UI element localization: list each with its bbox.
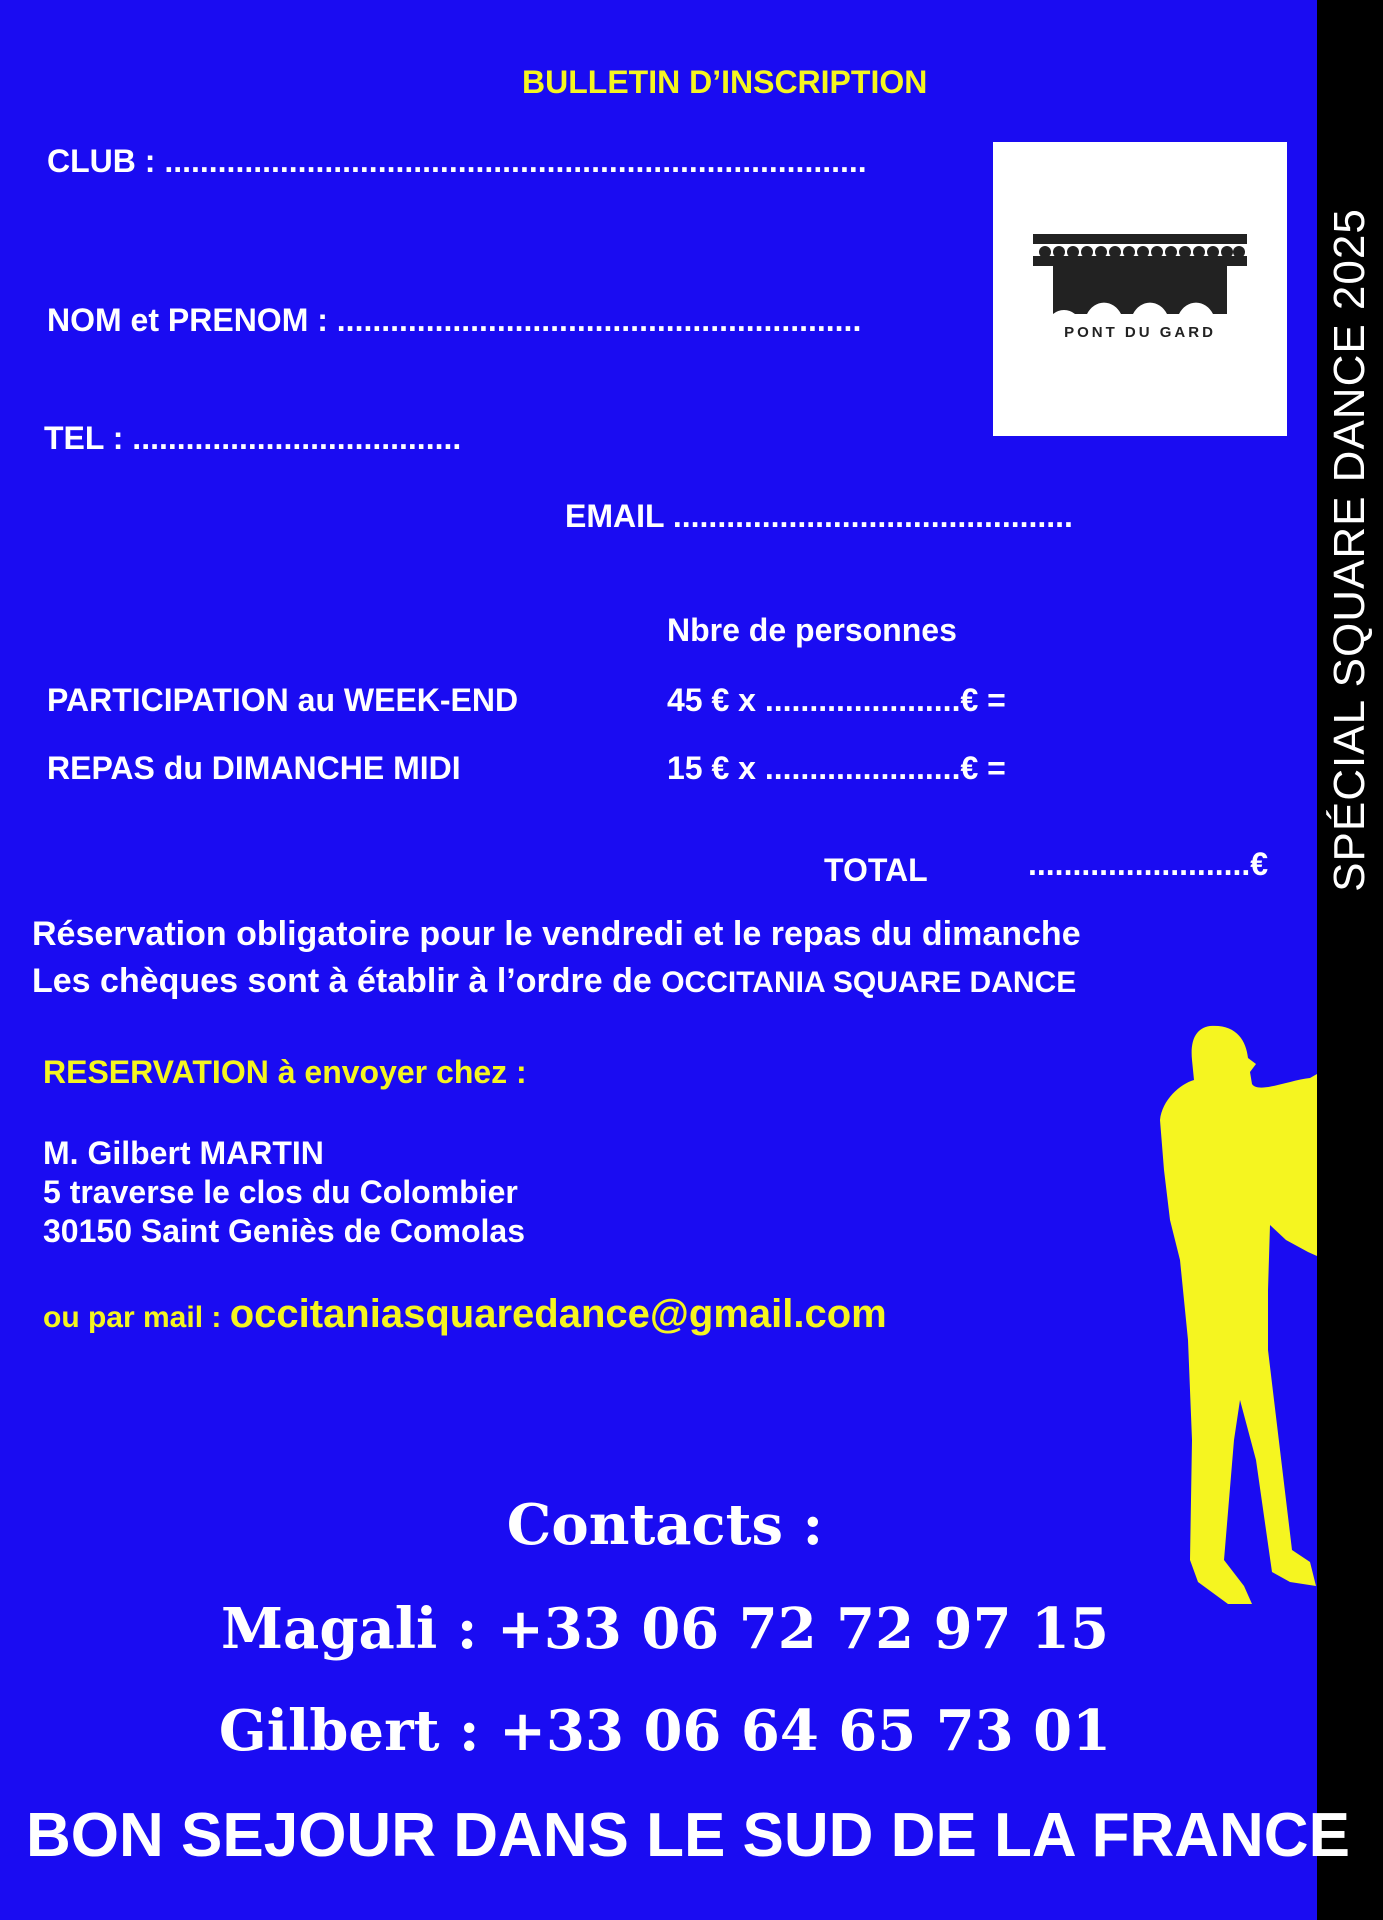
repas-price: 15 € x ......................€ = bbox=[667, 750, 1006, 786]
note-cheques-prefix: Les chèques sont à établir à l’ordre de bbox=[32, 962, 662, 1000]
nbre-header: Nbre de personnes bbox=[667, 612, 957, 648]
total-label: TOTAL bbox=[824, 852, 928, 888]
address-name: M. Gilbert MARTIN bbox=[43, 1135, 324, 1171]
footer-greeting: BON SEJOUR DANS LE SUD DE LA FRANCE bbox=[26, 1801, 1350, 1870]
mail-prefix: ou par mail : bbox=[43, 1301, 230, 1334]
mail-address[interactable]: occitaniasquaredance@gmail.com bbox=[229, 1292, 887, 1336]
pont-du-gard-logo bbox=[993, 142, 1287, 436]
participation-price: 45 € x ......................€ = bbox=[667, 682, 1006, 718]
contacts-title: Contacts : bbox=[506, 1492, 824, 1558]
contact-magali: Magali : +33 06 72 72 97 15 bbox=[221, 1596, 1109, 1662]
note-reservation: Réservation obligatoire pour le vendredi et le repas du dimanche bbox=[32, 915, 1081, 953]
reservation-mail bbox=[43, 1292, 887, 1337]
contact-gilbert: Gilbert : +33 06 64 65 73 01 bbox=[218, 1698, 1112, 1764]
aqueduct-icon bbox=[1033, 234, 1247, 314]
address-city: 30150 Saint Geniès de Comolas bbox=[43, 1213, 525, 1249]
note-cheques bbox=[32, 962, 1076, 1001]
address-street: 5 traverse le clos du Colombier bbox=[43, 1174, 518, 1210]
total-value: .........................€ bbox=[1028, 846, 1269, 882]
logo-label: PONT DU GARD bbox=[1064, 324, 1216, 341]
sidebar-title: SPÉCIAL SQUARE DANCE 2025 bbox=[1325, 208, 1374, 892]
club-field: CLUB : ............................................................................... bbox=[47, 143, 867, 179]
reservation-title: RESERVATION à envoyer chez : bbox=[43, 1054, 527, 1090]
participation-label: PARTICIPATION au WEEK-END bbox=[47, 682, 519, 718]
form-title: BULLETIN D’INSCRIPTION bbox=[522, 64, 928, 100]
repas-label: REPAS du DIMANCHE MIDI bbox=[47, 750, 461, 786]
email-field: EMAIL ............................................. bbox=[565, 498, 1073, 534]
name-field: NOM et PRENOM : ........................................................... bbox=[47, 302, 862, 338]
tel-field: TEL : ..................................... bbox=[44, 420, 462, 456]
note-cheques-org: OCCITANIA SQUARE DANCE bbox=[661, 966, 1077, 999]
